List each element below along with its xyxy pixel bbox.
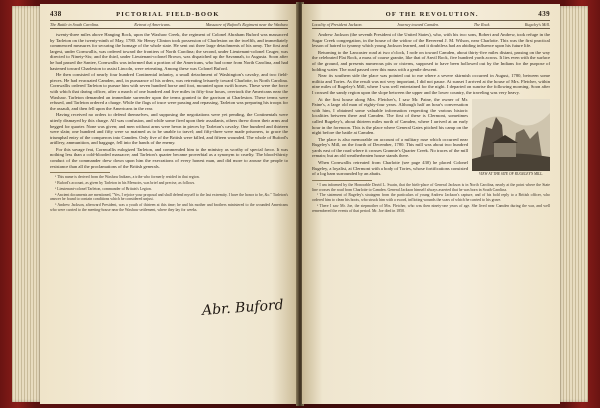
figure-caption: VIEW AT THE SITE OF RUGELEY'S MILL. <box>478 171 544 176</box>
right-paragraph: When Cornwallis retreated from Charlotte (see page 430) he placed Colonel Rugeley, a loyalist, at Clermont with a body of Tories, whose fortifications consisted of a log barn surrounded by an abatis. <box>312 160 468 177</box>
left-subhead-right: Massacre of Buford's Regiment near the Waxhaw <box>205 22 288 27</box>
footnote-rule <box>312 180 372 181</box>
right-paragraph: The place is also memorable on account of a military ruse which occurred near Rugeley's Mill, on the fourth of December, 1780. This mill was about two hundred yards east of the road where it crosses Grannie's Quarter Creek. No traces of the mill remain; but an old weatherbeaten house stands there. <box>312 136 468 159</box>
right-footnote: ² The statement of Rugeley's stratagem from the particulars of young Andrew Jackson's capture, and of his bold reply to a British officer, who ordered him to clean his boots, who struck him with a sword, inflicting wounds the scars of which he carried to his grave. <box>312 193 550 203</box>
engraving-image <box>472 99 550 171</box>
left-paragraph: He then consisted of nearly four hundred Continental infantry, a small detachment of Washington's cavalry, and two field-pieces. He had evacuated Camden, and, in pursuance of his orders, was retreating leisurely toward Charlotte, in North Carolina. Cornwallis ordered Tarleton to pursue him with seven hundred horse and foot, mounted upon swift horses. These were the force with which that daring officer, after a march of one hundred and five miles in fifty-four hours, overtook the Americans near the Waxhaw. Tarleton demanded an immediate surrender upon the terms granted to the garrison at Charleston. These terms were refused, and Tarleton ordered a charge. While the flags of truce were passing and repassing, Tarleton was preparing his troops for the assault, and then fell upon the Americans in the rear. <box>50 72 288 111</box>
left-footnote: ² Buford's account, as given by Tarleton in his Memoirs, was brief and precise, as follows. <box>55 181 196 186</box>
left-paragraph: For this savage feat, Cornwallis eulogized Tarleton, and commended him to the ministry as worthy of special favor. It was nothing less than a cold-blooded massacre; and Tarleton's quarter became proverbial as a synonym to cruelty. The blood-thirsty conduct of the commander drew down upon him the execrations of every honest man, and did more to arouse the people to resistance than all the proclamations of the British generals. <box>50 146 288 169</box>
right-footnotes <box>312 183 550 214</box>
right-subhead-center: Journey toward Camden. <box>396 22 440 27</box>
left-subhead-center: Retreat of Americans. <box>134 22 171 27</box>
left-paragraph: Having received no orders to defend themselves, and supposing the negotiations were yet pending, the Continentals were utterly dismayed by this charge. All was confusion, and while some fired upon their assailants, others threw down their arms and begged for quarter. None was given; and men without arms were hewn in pieces by Tarleton's cavalry. One hundred and thirteen were slain; one hundred and fifty were so maimed as to be unable to travel; and fifty-three were made prisoners, to grace the triumphal entry of the conquerors into Camden. Only five of the British were killed, and fifteen wounded. The whole of Buford's artillery, ammunition, and baggage, fell into the hands of the enemy. <box>50 112 288 146</box>
right-body-text <box>312 32 550 177</box>
right-subhead-right-b: Rugeley's Mill. <box>524 22 550 27</box>
left-paragraph: twenty-three miles above Hanging Rock, upon the Waxhaw Creek, the regiment of Colonel Abraham Buford was massacred by Tarleton on the twenty-ninth of May, 1780. Sir Henry Clinton took possession of Charleston on the twelfth, and immediately commenced measures for securing the homage of the whole state. He sent out three large detachments of his army. The first and largest, under Cornwallis, was ordered toward the frontiers of North Carolina; the second, under Lieutenant-colonel Cruger, was directed to Ninety-Six; and the third, under Lieutenant-colonel Brown, was dispatched up the Savannah, to Augusta. Soon after he had passed the Santee, Cornwallis was informed that a portion of the Americans, who had come from North Carolina, and had hastened toward Charleston to assist Lincoln, were retreating. Among these was Colonel Buford. <box>50 32 288 71</box>
left-running-head <box>50 10 288 18</box>
right-page-number: 439 <box>538 10 550 18</box>
left-subhead <box>50 20 288 29</box>
buford-signature: Abr. Buford <box>201 297 285 319</box>
left-footnote: ⁵ Andrew Jackson, afterward President, was a youth of thirteen at this time; he and his mother and brothers ministered to the wounded Americans who were carried to the meeting-house near the Waxhaw settlement, where they lay for weeks. <box>50 203 288 213</box>
right-footnote: ³ There I saw Mr. Joe, the stepmother of Mrs. Fletcher, who was then ninety-one years of age. She lived near Camden during the war, and well remembered the events of that period. Mr. Joe died in 1850. <box>312 204 550 213</box>
right-running-title: OF THE REVOLUTION. <box>385 11 479 18</box>
right-subhead <box>312 20 550 29</box>
right-subhead-left: Locality of President Jackson. <box>312 22 363 27</box>
right-page <box>302 4 560 404</box>
left-body-text <box>50 32 288 169</box>
right-paragraph: At the first house along Mrs. Fletcher's, I saw Mr. Paine, the owner of Mr. Paine's, a large old man of eighty-four years. Although half an hour's conversation with him, I obtained some valuable information respecting the various historic localities between there and Camden. The first of these is Clermont, sometimes called Rugeley's, about thirteen miles north of Camden, where I arrived at an early hour in the forenoon. This is the place where General Gates pitched his camp on the night before the battle at Camden. <box>312 96 468 136</box>
left-footnote: ⁴ Ancient documents are mentioned, "Yes, I rejoice your proposal and shall defend myself to the last extremity. I have the honor to be, &c." Tarleton's answer he found to contain conditions which he considered unjust. <box>50 192 288 202</box>
page-edges-right <box>558 6 588 402</box>
left-page <box>40 4 298 404</box>
right-paragraph: Near its southern side the place was pointed out to me where a severe skirmish occurred in August, 1780, between some militia and Tories. As the result was not very important, I did not pause. At sunset I arrived at the house of Mrs. Fletcher, within nine miles of Rugeley's Mill, where I was well entertained for the night. I departed on sunrise the following morning. Soon after I crossed the sandy region upon the slope between the upper and the lower country, the traveling was very heavy. <box>312 73 550 95</box>
right-paragraph: Andrew Jackson (the seventh President of the United States), who, with his two sons, Robert and Andrew, took refuge in the Sugar Creek congregation, in the house of the widow of the Reverend J. M. Wilson, near Charlotte. This was the first practical lesson of hatred to tyranny which young Jackson learned, and it doubtless had an abiding influence upon his future life. <box>312 32 550 49</box>
right-footnote: ¹ I am informed by the Honorable David L. Swain, that the birth-place of General Jackson is in North Carolina, nearly at the point where the State line crosses the road from Charlotte to Camden. General Jackson himself always asserted that he was born in South Carolina. <box>312 182 550 192</box>
left-footnote: ³ Lieutenant-colonel Tarleton, commander of Britain's Legion. <box>55 186 152 191</box>
left-subhead-left: The Battle in South Carolina. <box>50 22 100 27</box>
footnote-rule <box>50 172 110 173</box>
left-running-title: PICTORIAL FIELD-BOOK <box>116 11 220 18</box>
right-running-head <box>312 10 550 18</box>
left-footnote: ¹ This name is derived from the Waxhaw Indians, a tribe who formerly resided in that region. <box>55 175 200 180</box>
mill-engraving-icon <box>472 99 550 171</box>
left-footnotes <box>50 175 288 213</box>
rugeleys-mill-illustration <box>472 99 550 179</box>
right-subhead-right-a: The Rock. <box>473 22 491 27</box>
right-paragraph: Returning to the Lancaster road at two o'clock, I rode on toward Camden, about thirty-five miles distant, passing on the way the celebrated Flat Rock, a mass of coarse granite, like that of Anvil Rock, five hundred yards across. It lies even with the surface of the ground, and presents numerous pits or cisterns, supposed to have been hollowed out by the Indians for the purpose of holding water. The road passed over this mass with a gentle descent. <box>312 49 550 72</box>
page-edges-left <box>12 6 42 402</box>
left-page-number: 438 <box>50 10 62 18</box>
